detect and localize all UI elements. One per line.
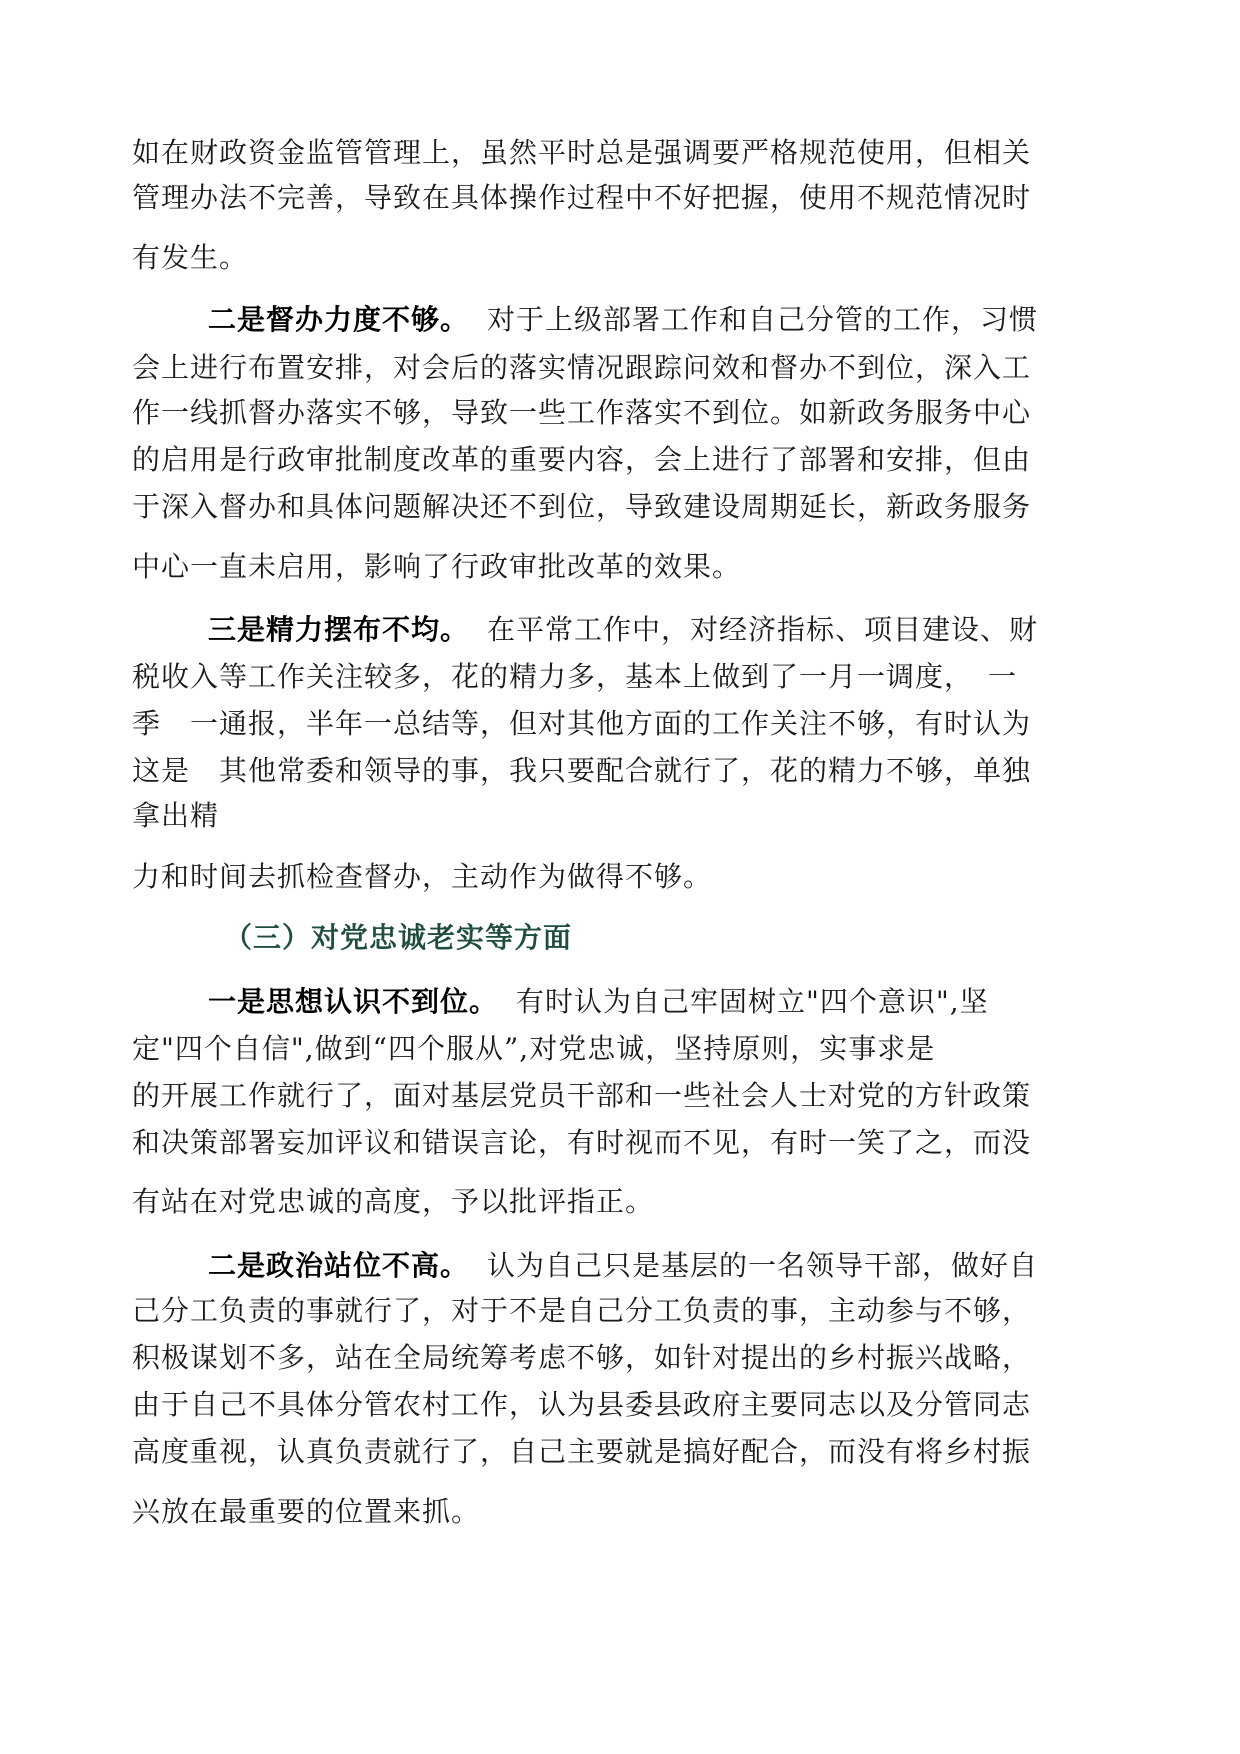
text-line: 和决策部署妄加评议和错误言论，有时视而不见，有时一笑了之，而没 [132, 1126, 1032, 1159]
paragraph-lead: 二是政治站位不高。 [208, 1249, 470, 1282]
text-line: 会上进行布置安排，对会后的落实情况跟踪问效和督办不到位，深入工 [132, 351, 1032, 384]
text-line: 的启用是行政审批制度改革的重要内容，会上进行了部署和安排，但由 [132, 443, 1032, 476]
text-line: 力和时间去抓检查督办，主动作为做得不够。 [132, 860, 713, 893]
text-line: 定"四个自信",做到“四个服从”,对党忠诚，坚持原则，实事求是 [132, 1032, 936, 1065]
paragraph-first-line [208, 982, 989, 1022]
text-line: 于深入督办和具体问题解决还不到位，导致建设周期延长，新政务服务 [132, 490, 1032, 523]
text-line: 如在财政资金监管管理上，虽然平时总是强调要严格规范使用，但相关 [132, 136, 1032, 169]
text-line: 高度重视，认真负责就行了，自己主要就是搞好配合，而没有将乡村振 [132, 1435, 1032, 1468]
paragraph-text: 对于上级部署工作和自己分管的工作，习惯 [487, 303, 1039, 336]
paragraph-text: 有时认为自己牢固树立"四个意识",坚 [516, 985, 989, 1018]
text-line: 税收入等工作关注较多，花的精力多，基本上做到了一月一调度， 一 [132, 660, 1018, 693]
section-heading: （三）对党忠诚老实等方面 [224, 921, 573, 954]
text-line: 的开展工作就行了，面对基层党员干部和一些社会人士对党的方针政策 [132, 1079, 1032, 1112]
paragraph-first-line [208, 610, 1038, 650]
text-line: 有发生。 [132, 241, 249, 274]
text-line: 有站在对党忠诚的高度，予以批评指正。 [132, 1185, 655, 1218]
text-line: 这是 其他常委和领导的事，我只要配合就行了，花的精力不够，单独 [132, 754, 1032, 787]
text-line: 中心一直未启用，影响了行政审批改革的效果。 [132, 550, 742, 583]
paragraph-lead: 二是督办力度不够。 [208, 303, 470, 336]
text-line: 由于自己不具体分管农村工作，认为县委县政府主要同志以及分管同志 [132, 1388, 1032, 1421]
text-line: 作一线抓督办落实不够，导致一些工作落实不到位。如新政务服务中心 [132, 396, 1032, 429]
paragraph-text: 在平常工作中，对经济指标、项目建设、财 [487, 613, 1039, 646]
text-line: 拿出精 [132, 799, 220, 832]
paragraph-first-line [208, 300, 1038, 340]
paragraph-lead: 三是精力摆布不均。 [208, 613, 470, 646]
paragraph-text: 认为自己只是基层的一名领导干部，做好自 [487, 1249, 1039, 1282]
paragraph-first-line [208, 1246, 1038, 1286]
text-line: 季 一通报，半年一总结等，但对其他方面的工作关注不够，有时认为 [132, 707, 1032, 740]
paragraph-lead: 一是思想认识不到位。 [208, 985, 499, 1018]
text-line: 己分工负责的事就行了，对于不是自己分工负责的事，主动参与不够， [132, 1294, 1032, 1327]
text-line: 管理办法不完善，导致在具体操作过程中不好把握，使用不规范情况时 [132, 181, 1032, 214]
text-line: 积极谋划不多，站在全局统筹考虑不够，如针对提出的乡村振兴战略， [132, 1341, 1032, 1374]
text-line: 兴放在最重要的位置来抓。 [132, 1495, 481, 1528]
